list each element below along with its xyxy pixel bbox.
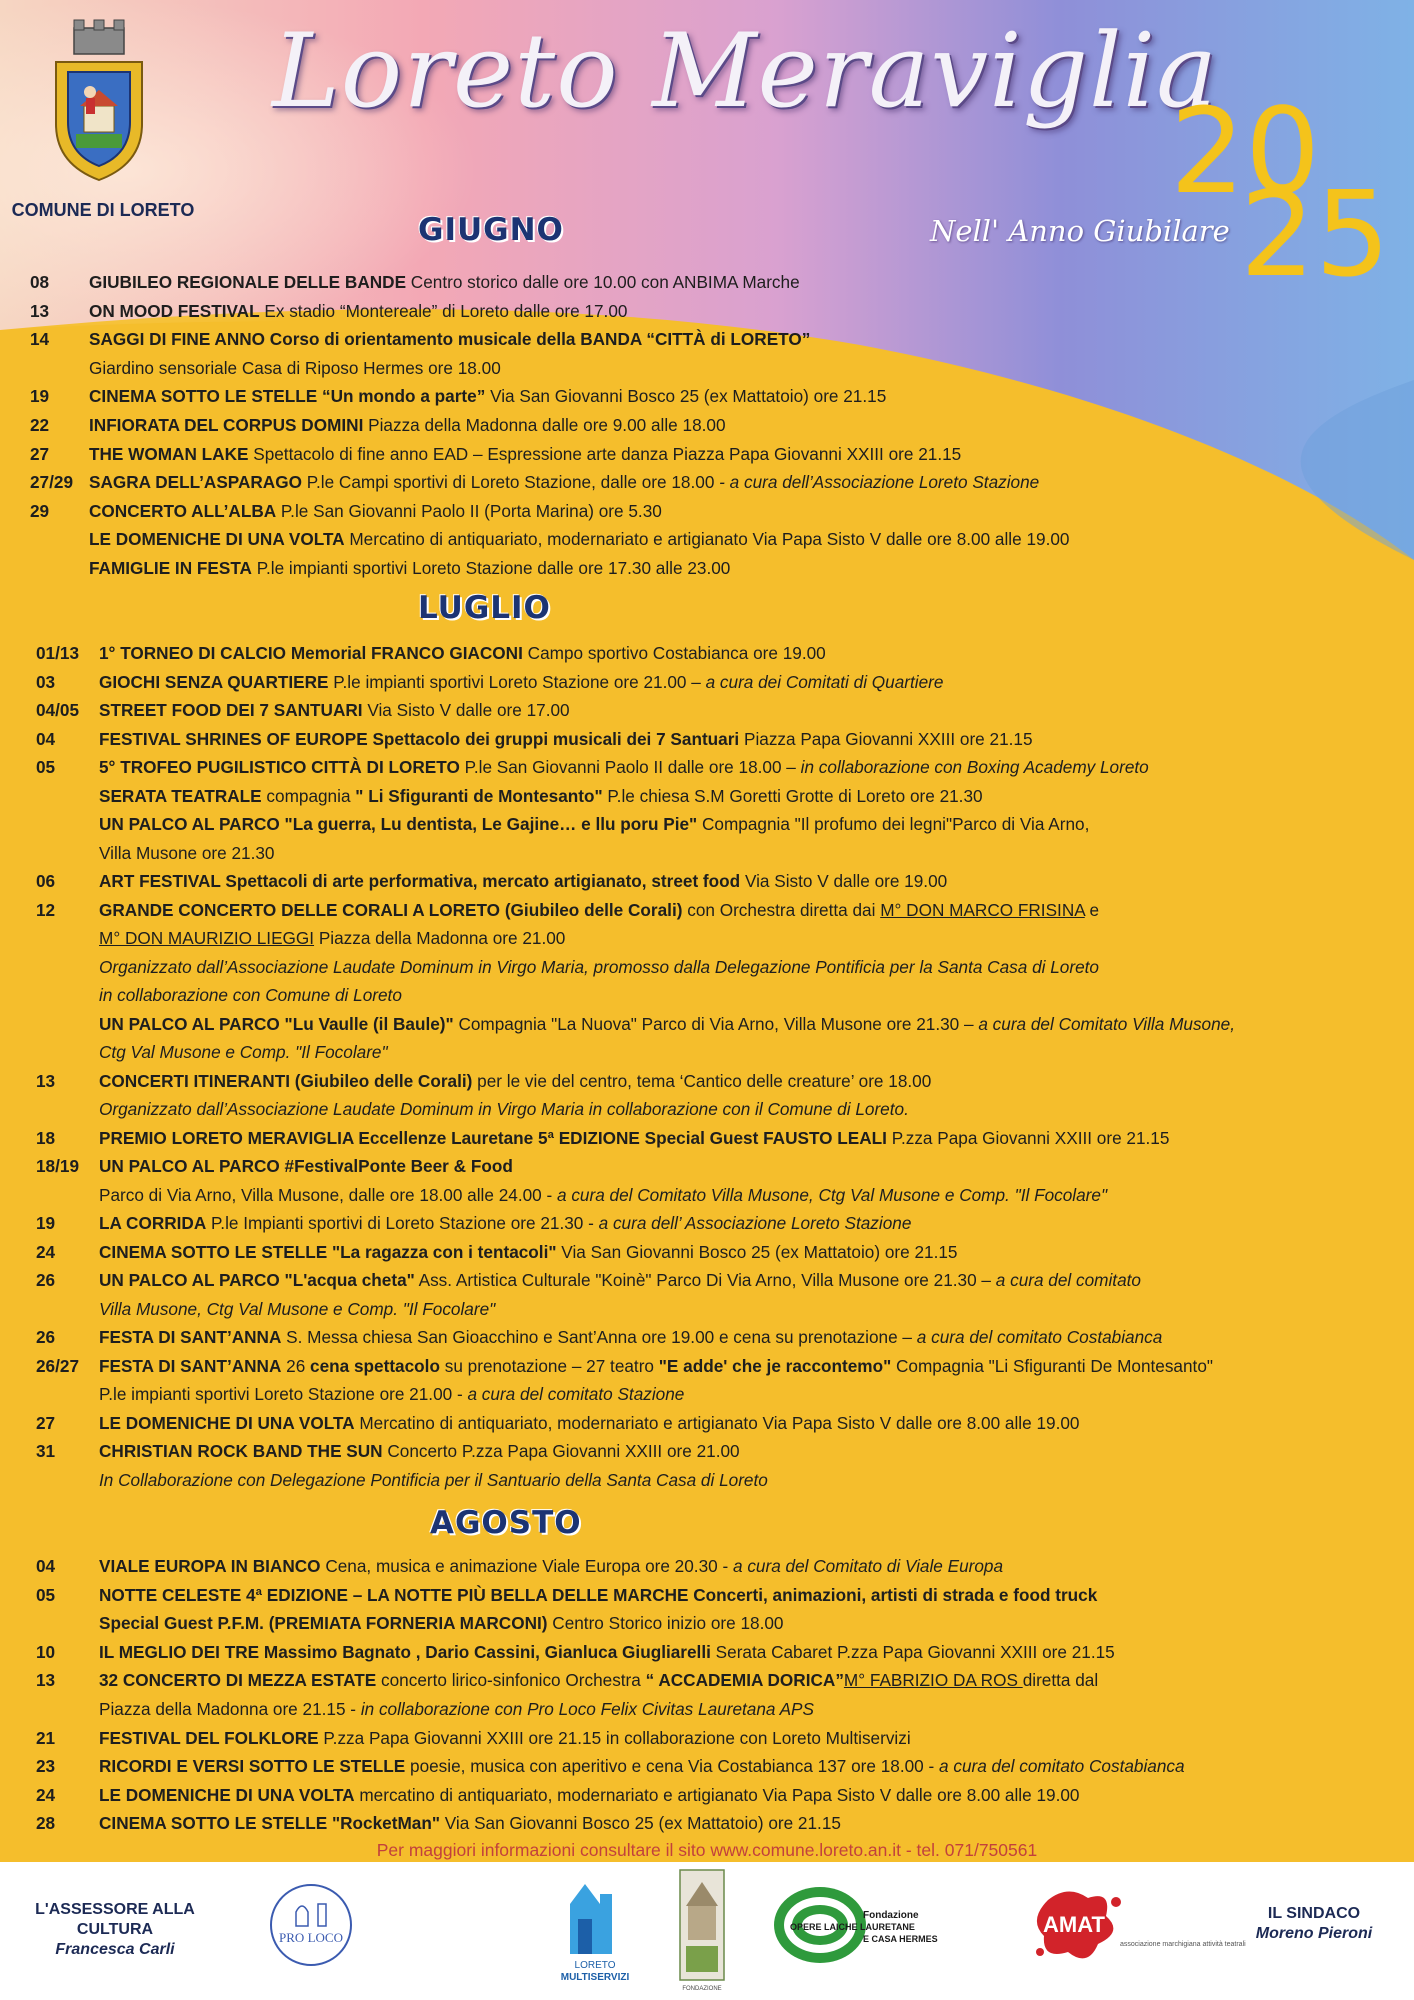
event-text-t: Parco di Via Arno, Villa Musone, dalle ore 18.00 alle 24.00 -: [99, 1184, 557, 1205]
event-date: 01/13: [36, 643, 80, 663]
event-text-b: GIUBILEO REGIONALE DELLE BANDE: [89, 272, 407, 292]
event-description: [99, 1469, 768, 1491]
event-date: 23: [36, 1756, 56, 1777]
event-text-t: Mercatino di antiquariato, modernariato e artigianato Via Papa Sisto V dalle ore 8.00 alle 19.00: [354, 1412, 1080, 1433]
event-description: [99, 927, 565, 949]
event-text-b: STREET FOOD DEI 7 SANTUARI: [99, 700, 363, 720]
event-text-i: a cura del comitato Costabianca: [916, 1327, 1163, 1347]
month-title-giugno: GIUGNO: [418, 212, 564, 248]
event-description: [89, 328, 810, 350]
event-text-i: in collaborazione con Pro Loco Felix Civitas Lauretana APS: [360, 1699, 814, 1719]
event-date: 12: [36, 899, 56, 920]
event-text-i: Organizzato dall’Associazione Laudate Dominum in Virgo Maria, promosso dalla Delegazione Pontificia per la Santa Casa di Loreto: [99, 956, 1099, 977]
event-text-b: VIALE EUROPA IN BIANCO: [99, 1556, 321, 1576]
event-text-b: 32 CONCERTO DI MEZZA ESTATE: [99, 1670, 377, 1691]
event-description: [89, 471, 1039, 493]
event-text-i: a cura dell’ Associazione Loreto Stazione: [598, 1213, 912, 1233]
event-description: [89, 271, 800, 293]
event-text-b: ART FESTIVAL Spettacoli di arte performativa, mercato artigianato, street food: [99, 871, 741, 891]
event-text-t: Via San Giovanni Bosco 25 (ex Mattatoio) ore 21.15: [439, 1813, 841, 1834]
event-text-b: UN PALCO AL PARCO "L'acqua cheta": [99, 1270, 415, 1290]
event-text-t: Compagnia "La Nuova" Parco di Via Arno, Villa Musone ore 21.30 –: [453, 1013, 979, 1034]
event-text-b: LE DOMENICHE DI UNA VOLTA: [99, 1412, 355, 1433]
month-title-agosto: AGOSTO: [430, 1505, 582, 1541]
event-text-i: a cura del comitato Costabianca: [939, 1756, 1185, 1777]
event-text-b: THE WOMAN LAKE: [89, 443, 249, 464]
event-text-i: In Collaborazione con Delegazione Pontificia per il Santuario della Santa Casa di Loreto: [99, 1469, 768, 1490]
event-date: 24: [36, 1241, 56, 1262]
event-text-t: 26: [281, 1355, 311, 1376]
event-text-u0: M° DON MAURIZIO LIEGGI: [99, 928, 315, 948]
event-description: [99, 699, 570, 721]
event-date: 06: [36, 871, 56, 891]
event-date: 28: [36, 1813, 56, 1834]
event-description: [99, 1755, 1185, 1777]
event-text-t: Via Sisto V dalle ore 19.00: [740, 871, 948, 891]
assessore-name: Francesca Carli: [55, 1941, 175, 1958]
event-description: [99, 1241, 957, 1263]
event-text-t: Giardino sensoriale Casa di Riposo Hermes ore 18.00: [89, 357, 501, 378]
event-date: 27: [36, 1412, 56, 1433]
event-date: 27/29: [30, 472, 74, 493]
event-description: [99, 1383, 684, 1405]
event-date: 22: [30, 415, 50, 435]
opere-label-3: E CASA HERMES: [863, 1934, 938, 1944]
proloco-logo-icon: [268, 1882, 354, 1968]
event-description: [99, 1298, 495, 1320]
event-text-t: Compagnia "Il profumo dei legni"Parco di Via Arno,: [697, 814, 1090, 834]
event-description: [99, 956, 1099, 978]
event-date: 10: [36, 1641, 56, 1662]
event-text-i: a cura del Comitato di Viale Europa: [732, 1556, 1004, 1576]
event-text-b: 5° TROFEO PUGILISTICO CITTÀ DI LORETO: [99, 757, 460, 777]
event-text-i: Villa Musone, Ctg Val Musone e Comp. "Il Focolare": [99, 1298, 496, 1319]
event-text-t: S. Messa chiesa San Gioacchino e Sant’Anna ore 19.00 e cena su prenotazione –: [281, 1327, 917, 1347]
event-description: [89, 500, 662, 522]
event-text-b: LE DOMENICHE DI UNA VOLTA: [89, 529, 345, 550]
poster-subtitle: Nell' Anno Giubilare: [930, 214, 1230, 248]
event-text-t: Piazza della Madonna ore 21.00: [314, 928, 566, 948]
event-description: [99, 1812, 841, 1834]
event-description: [89, 300, 627, 322]
event-description: [99, 671, 943, 693]
event-date: 21: [36, 1727, 56, 1748]
event-text-t2: e: [1084, 899, 1100, 920]
event-text-t: Ex stadio “Montereale” di Loreto dalle ore 17.00: [259, 300, 628, 321]
event-description: [89, 528, 1069, 550]
event-date: 04: [36, 728, 56, 749]
event-description: [99, 728, 1033, 750]
event-date: 13: [36, 1670, 56, 1691]
amat-sublabel: associazione marchigiana attività teatrali: [1120, 1941, 1246, 1948]
event-text-t: Via Sisto V dalle ore 17.00: [362, 700, 570, 720]
month-title-luglio: LUGLIO: [418, 590, 551, 626]
event-text-b: FAMIGLIE IN FESTA: [89, 558, 252, 578]
event-description: [99, 1013, 1235, 1035]
event-date: 26/27: [36, 1355, 80, 1376]
event-text-i: a cura del comitato: [995, 1270, 1141, 1290]
event-description: [99, 1727, 911, 1749]
event-description: [99, 1127, 1169, 1149]
event-description: [99, 1155, 513, 1177]
event-text-t: Villa Musone ore 21.30: [99, 842, 275, 863]
event-description: [99, 1555, 1003, 1577]
event-text-t: P.le Impianti sportivi di Loreto Stazione ore 21.30 -: [206, 1213, 599, 1233]
event-description: [99, 756, 1149, 778]
event-text-t2: su prenotazione – 27 teatro: [439, 1355, 659, 1376]
event-date: 31: [36, 1441, 56, 1461]
multiservizi-label-2: MULTISERVIZI: [560, 1972, 630, 1983]
event-text-b: FESTIVAL SHRINES OF EUROPE Spettacolo dei gruppi musicali dei 7 Santuari: [99, 728, 740, 749]
event-text-b: CINEMA SOTTO LE STELLE “Un mondo a parte”: [89, 386, 486, 407]
event-date: 08: [30, 272, 50, 292]
amat-label: AMAT: [1043, 1912, 1105, 1937]
event-text-t: per le vie del centro, tema ‘Cantico delle creature’ ore 18.00: [472, 1070, 932, 1091]
event-text-i: Ctg Val Musone e Comp. "Il Focolare": [99, 1042, 388, 1062]
footer: [0, 1862, 1414, 2000]
event-text-b: INFIORATA DEL CORPUS DOMINI: [89, 415, 364, 435]
event-text-b: ON MOOD FESTIVAL: [89, 300, 260, 321]
event-description: [99, 1098, 909, 1120]
event-text-t: P.zza Papa Giovanni XXIII ore 21.15: [886, 1127, 1170, 1148]
event-date: 18/19: [36, 1156, 80, 1176]
event-description: [99, 1355, 1213, 1377]
event-text-t: P.zza Papa Giovanni XXIII ore 21.15 in collaborazione con Loreto Multiservizi: [318, 1727, 911, 1748]
event-text-b: LA CORRIDA: [99, 1213, 207, 1233]
event-text-t: Spettacolo di fine anno EAD – Espressione arte danza Piazza Papa Giovanni XXIII ore 21.15: [248, 443, 962, 464]
event-text-t: concerto lirico-sinfonico Orchestra: [376, 1670, 646, 1691]
event-text-b: CHRISTIAN ROCK BAND THE SUN: [99, 1441, 383, 1461]
event-date: 26: [36, 1270, 56, 1290]
event-text-b2: “ ACCADEMIA DORICA”: [645, 1670, 844, 1691]
event-text-b: FESTA DI SANT’ANNA: [99, 1327, 282, 1347]
event-description: [99, 1641, 1115, 1663]
event-text-t: Centro storico dalle ore 10.00 con ANBIMA Marche: [406, 272, 800, 292]
fondazione-label: FONDAZIONE: [682, 1986, 722, 1992]
event-text-t: P.le San Giovanni Paolo II (Porta Marina) ore 5.30: [276, 500, 662, 521]
event-text-b: IL MEGLIO DEI TRE Massimo Bagnato , Dario Cassini, Gianluca Giugliarelli: [99, 1641, 711, 1662]
event-date: 13: [30, 300, 50, 321]
event-description: [99, 899, 1099, 921]
assessore-block: [20, 1900, 210, 1960]
crest-icon: [44, 14, 154, 184]
event-date: 03: [36, 671, 56, 692]
event-text-t: P.le San Giovanni Paolo II dalle ore 18.00 –: [459, 757, 801, 777]
event-description: [99, 1184, 1107, 1206]
event-date: 26: [36, 1327, 56, 1347]
event-text-t: Serata Cabaret P.zza Papa Giovanni XXIII ore 21.15: [710, 1641, 1115, 1662]
event-text-b: SAGGI DI FINE ANNO Corso di orientamento musicale della BANDA “CITTÀ di LORETO”: [89, 329, 811, 350]
event-text-i: a cura del comitato Stazione: [467, 1384, 685, 1404]
event-text-b: 1° TORNEO DI CALCIO Memorial FRANCO GIACONI: [99, 643, 523, 663]
event-text-u: M° FABRIZIO DA ROS: [843, 1670, 1023, 1691]
event-text-t: Via San Giovanni Bosco 25 (ex Mattatoio) ore 21.15: [485, 386, 887, 407]
assessore-title: L'ASSESSORE ALLA CULTURA: [35, 1901, 195, 1938]
event-description: [99, 1784, 1079, 1806]
proloco-label: PRO LOCO: [279, 1930, 343, 1945]
event-text-b2: cena spettacolo: [310, 1355, 440, 1376]
event-text-b: UN PALCO AL PARCO "Lu Vaulle (il Baule)": [99, 1013, 454, 1034]
opere-laiche-logo-icon: [770, 1880, 938, 1970]
multiservizi-logo-icon: [560, 1874, 630, 1984]
event-text-b: GRANDE CONCERTO DELLE CORALI A LORETO (Giubileo delle Corali): [99, 899, 683, 920]
event-description: [99, 1041, 388, 1063]
header: [0, 0, 1414, 303]
event-text-i: in collaborazione con Comune di Loreto: [99, 985, 402, 1005]
event-text-t: P.le Campi sportivi di Loreto Stazione, dalle ore 18.00: [301, 472, 720, 493]
sindaco-block: [1234, 1904, 1394, 1944]
event-description: [89, 414, 726, 436]
event-text-b: UN PALCO AL PARCO "La guerra, Lu dentista, Le Gajine… e llu poru Pie": [99, 814, 698, 834]
event-text-i: a cura del Comitato Villa Musone,: [978, 1013, 1235, 1034]
event-text-t2: diretta dal: [1022, 1670, 1099, 1691]
event-date: 14: [30, 329, 50, 350]
event-text-t: P.le impianti sportivi Loreto Stazione dalle ore 17.30 alle 23.00: [251, 558, 731, 578]
event-date: 04/05: [36, 700, 80, 720]
event-text-t2: P.le chiesa S.M Goretti Grotte di Loreto ore 21.30: [602, 785, 983, 806]
event-text-b: FESTIVAL DEL FOLKLORE: [99, 1727, 319, 1748]
event-text-t: Ass. Artistica Culturale "Koinè" Parco Di Via Arno, Villa Musone ore 21.30 –: [414, 1270, 996, 1290]
event-description: [89, 557, 730, 579]
event-text-t: Mercatino di antiquariato, modernariato e artigianato Via Papa Sisto V dalle ore 8.00 alle 19.00: [344, 529, 1070, 550]
event-text-u: M° DON MARCO FRISINA: [880, 899, 1085, 920]
event-date: 24: [36, 1784, 56, 1805]
event-description: [99, 1269, 1141, 1291]
event-date: 13: [36, 1070, 56, 1091]
event-text-t: poesie, musica con aperitivo e cena Via Costabianca 137 ore 18.00 -: [405, 1756, 940, 1777]
event-description: [89, 385, 886, 407]
event-date: 04: [36, 1556, 56, 1576]
event-description: [99, 984, 402, 1006]
year-bottom: 25: [1240, 165, 1391, 303]
event-text-t: con Orchestra diretta dai: [682, 899, 881, 920]
event-text-b: CINEMA SOTTO LE STELLE "La ragazza con i tentacoli": [99, 1241, 557, 1262]
event-text-b: SAGRA DELL’ASPARAGO: [89, 472, 302, 493]
event-text-t: Campo sportivo Costabianca ore 19.00: [522, 643, 826, 663]
event-text-b: SERATA TEATRALE: [99, 785, 262, 806]
event-date: 29: [30, 500, 50, 521]
event-text-t: Piazza Papa Giovanni XXIII ore 21.15: [739, 728, 1033, 749]
event-description: [99, 1669, 1098, 1691]
event-description: [99, 1612, 783, 1634]
event-text-i: Organizzato dall’Associazione Laudate Dominum in Virgo Maria in collaborazione con il Comune di Loreto.: [99, 1099, 909, 1119]
event-description: [99, 842, 275, 864]
event-text-t: P.le impianti sportivi Loreto Stazione ore 21.00 -: [99, 1384, 468, 1404]
event-description: [99, 785, 983, 807]
info-line: Per maggiori informazioni consultare il sito www.comune.loreto.an.it - tel. 071/750561: [376, 1840, 1038, 1860]
event-description: [99, 1412, 1079, 1434]
event-text-t: compagnia: [261, 785, 356, 806]
event-text-b: RICORDI E VERSI SOTTO LE STELLE: [99, 1756, 406, 1777]
event-description: [99, 1070, 931, 1092]
event-text-i: a cura del Comitato Villa Musone, Ctg Val Musone e Comp. "Il Focolare": [557, 1184, 1108, 1205]
event-date: 05: [36, 1584, 56, 1605]
poster-title: Loreto Meraviglia: [272, 12, 1219, 131]
event-text-t3: Compagnia "Li Sfiguranti De Montesanto": [891, 1355, 1213, 1376]
event-text-b: PREMIO LORETO MERAVIGLIA Eccellenze Lauretane 5ª EDIZIONE Special Guest FAUSTO LEALI: [99, 1127, 887, 1148]
event-text-b: CONCERTI ITINERANTI (Giubileo delle Corali): [99, 1070, 473, 1091]
event-description: [89, 357, 501, 379]
event-text-t: Piazza della Madonna dalle ore 9.00 alle 18.00: [363, 415, 726, 435]
event-description: [99, 870, 947, 892]
event-text-b: Special Guest P.F.M. (PREMIATA FORNERIA MARCONI): [99, 1613, 548, 1634]
fondazione-logo-icon: [676, 1866, 728, 1994]
event-text-t: Centro Storico inizio ore 18.00: [547, 1613, 784, 1634]
event-text-t: Cena, musica e animazione Viale Europa ore 20.30 -: [320, 1556, 733, 1576]
event-date: 27: [30, 443, 50, 464]
sindaco-name: Moreno Pieroni: [1255, 1925, 1373, 1942]
event-text-b2: " Li Sfiguranti de Montesanto": [355, 785, 603, 806]
year-top: 20: [1170, 82, 1321, 220]
event-text-t: mercatino di antiquariato, modernariato e artigianato Via Papa Sisto V dalle ore 8.00 alle 19.00: [354, 1784, 1080, 1805]
event-text-i: a cura dei Comitati di Quartiere: [705, 671, 944, 692]
event-text-i: - a cura dell’Associazione Loreto Stazione: [719, 472, 1040, 493]
event-date: 18: [36, 1127, 56, 1148]
event-description: [99, 1326, 1162, 1348]
opere-label-2: OPERE LAICHE LAURETANE: [790, 1922, 915, 1932]
event-description: [99, 642, 826, 664]
event-description: [99, 1698, 814, 1720]
event-text-t: P.le impianti sportivi Loreto Stazione ore 21.00 –: [328, 671, 706, 692]
event-text-b: GIOCHI SENZA QUARTIERE: [99, 671, 329, 692]
event-text-t: Via San Giovanni Bosco 25 (ex Mattatoio) ore 21.15: [556, 1241, 958, 1262]
event-text-t: Concerto P.zza Papa Giovanni XXIII ore 21.00: [382, 1441, 740, 1461]
sindaco-title: IL SINDACO: [1267, 1905, 1361, 1922]
event-date: 19: [30, 386, 50, 407]
event-date: 05: [36, 757, 56, 777]
event-description: [99, 1212, 911, 1234]
opere-label-1: Fondazione: [863, 1910, 919, 1921]
amat-logo-icon: [1028, 1880, 1246, 1976]
event-description: [99, 1584, 1097, 1606]
event-text-b: CINEMA SOTTO LE STELLE "RocketMan": [99, 1813, 440, 1834]
event-text-b: CONCERTO ALL’ALBA: [89, 500, 277, 521]
event-date: 19: [36, 1213, 56, 1233]
event-text-b3: "E adde' che je raccontemo": [658, 1355, 892, 1376]
event-text-b: NOTTE CELESTE 4ª EDIZIONE – LA NOTTE PIÙ BELLA DELLE MARCHE Concerti, animazioni, artisti di strada e food truck: [99, 1584, 1098, 1605]
event-text-b: UN PALCO AL PARCO #FestivalPonte Beer & Food: [99, 1156, 513, 1176]
event-text-t: Piazza della Madonna ore 21.15 -: [99, 1699, 361, 1719]
comune-label: COMUNE DI LORETO: [11, 200, 195, 220]
event-text-b: LE DOMENICHE DI UNA VOLTA: [99, 1784, 355, 1805]
event-text-b: FESTA DI SANT’ANNA: [99, 1355, 282, 1376]
multiservizi-label-1: LORETO: [574, 1960, 616, 1971]
event-description: [99, 813, 1089, 835]
event-description: [99, 1440, 740, 1462]
event-text-i: in collaborazione con Boxing Academy Loreto: [800, 757, 1149, 777]
event-description: [89, 443, 961, 465]
